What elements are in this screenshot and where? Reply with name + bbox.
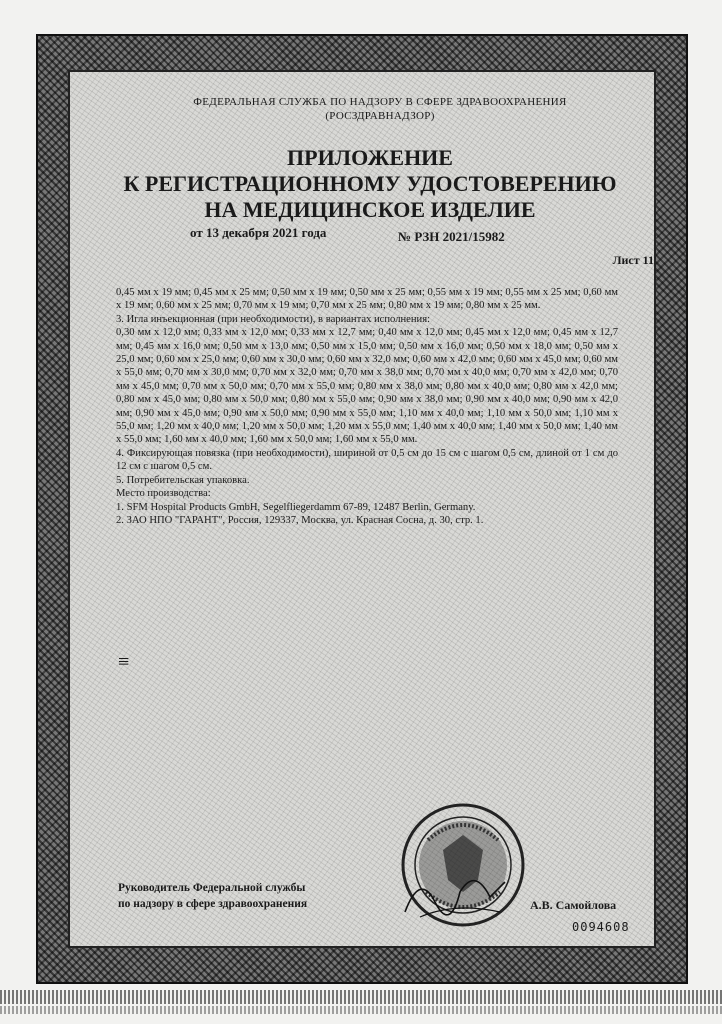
sheet-number: Лист 11 <box>612 253 654 267</box>
scan-noise-band <box>0 1006 722 1014</box>
title-line: НА МЕДИЦИНСКОЕ ИЗДЕЛИЕ <box>204 197 536 222</box>
end-mark-icon: ≡ <box>118 651 130 673</box>
agency-abbr: (РОСЗДРАВНАДЗОР) <box>325 110 435 122</box>
body-paragraph: 1. SFM Hospital Products GmbH, Segelfliegerdamm 67-89, 12487 Berlin, Germany. <box>116 501 476 513</box>
scan-noise-band <box>0 990 722 1004</box>
title-line: ПРИЛОЖЕНИЕ <box>287 145 453 170</box>
registration-date: от 13 декабря 2021 года <box>190 225 327 240</box>
body-paragraph: 2. ЗАО НПО "ГАРАНТ", Россия, 129337, Москва, ул. Красная Сосна, д. 30, стр. 1. <box>116 514 484 526</box>
body-paragraph: 0,45 мм x 19 мм; 0,45 мм x 25 мм; 0,50 мм x 19 мм; 0,50 мм x 25 мм; 0,55 мм x 19 мм; 0,55 мм x 25 мм; 0,60 мм x 19 мм; 0,60 мм x 25 мм; 0,70 мм x 19 мм; 0,70 мм x 25 мм; 0,80 мм x 19 мм; 0,80 мм x 25 мм. <box>116 287 618 312</box>
agency-name: ФЕДЕРАЛЬНАЯ СЛУЖБА ПО НАДЗОРУ В СФЕРЕ ЗДРАВООХРАНЕНИЯ <box>193 96 567 108</box>
body-paragraph: 0,30 мм x 12,0 мм; 0,33 мм x 12,0 мм; 0,33 мм x 12,7 мм; 0,40 мм x 12,0 мм; 0,45 мм x 12,0 мм; 0,45 мм x 12,7 мм; 0,45 мм x 16,0 мм; 0,50 мм x 13,0 мм; 0,50 мм x 15,0 мм; 0,50 мм x 16,0 мм; 0,50 мм x 18,0 мм; 0,50 мм x 25,0 мм; 0,60 мм x 25,0 мм; 0,60 мм x 30,0 мм; 0,60 мм x 32,0 мм; 0,60 мм x 42,0 мм; 0,60 мм x 45,0 мм; 0,60 мм x 55,0 мм; 0,70 мм x 30,0 мм; 0,70 мм x 32,0 мм; 0,70 мм x 38,0 мм; 0,70 мм x 40,0 мм; 0,70 мм x 42,0 мм; 0,70 мм x 45,0 мм; 0,70 мм x 50,0 мм; 0,70 мм x 55,0 мм; 0,80 мм x 38,0 мм; 0,80 мм x 40,0 мм; 0,80 мм x 42,0 мм; 0,80 мм x 45,0 мм; 0,80 мм x 50,0 мм; 0,80 мм x 55,0 мм; 0,90 мм x 38,0 мм; 0,90 мм x 40,0 мм; 0,90 мм x 42,0 мм; 0,90 мм x 45,0 мм; 0,90 мм x 50,0 мм; 0,90 мм x 55,0 мм; 1,10 мм x 40,0 мм; 1,10 мм x 50,0 мм; 1,10 мм x 55,0 мм; 1,20 мм x 40,0 мм; 1,20 мм x 50,0 мм; 1,20 мм x 55,0 мм; 1,40 мм x 40,0 мм; 1,40 мм x 50,0 мм; 1,40 мм x 55,0 мм; 1,60 мм x 40,0 мм; 1,60 мм x 50,0 мм; 1,60 мм x 55,0 мм. <box>116 327 618 446</box>
registration-meta <box>70 225 650 247</box>
agency-header <box>110 95 650 123</box>
signatory-title <box>118 880 307 912</box>
registration-number: № РЗН 2021/15982 <box>398 229 505 244</box>
title-line: К РЕГИСТРАЦИОННОМУ УДОСТОВЕРЕНИЮ <box>123 171 617 196</box>
document-title <box>90 145 650 223</box>
signatory-line: Руководитель Федеральной службы <box>118 882 306 894</box>
body-paragraph: 4. Фиксирующая повязка (при необходимости), шириной от 0,5 см до 15 см с шагом 0,5 см, длиной от 1 см до 12 см с шагом 0,5 см. <box>116 447 618 473</box>
signatory-line: по надзору в сфере здравоохранения <box>118 898 308 910</box>
document-content <box>70 95 654 527</box>
signature-icon <box>400 862 510 922</box>
form-serial-number: 0094608 <box>572 920 630 934</box>
document-body <box>116 286 618 527</box>
body-paragraph: 5. Потребительская упаковка. <box>116 474 250 486</box>
signatory-name: А.В. Самойлова <box>530 898 617 912</box>
body-paragraph: Место производства: <box>116 488 211 500</box>
body-paragraph: 3. Игла инъекционная (при необходимости), в вариантах исполнения: <box>116 313 431 325</box>
